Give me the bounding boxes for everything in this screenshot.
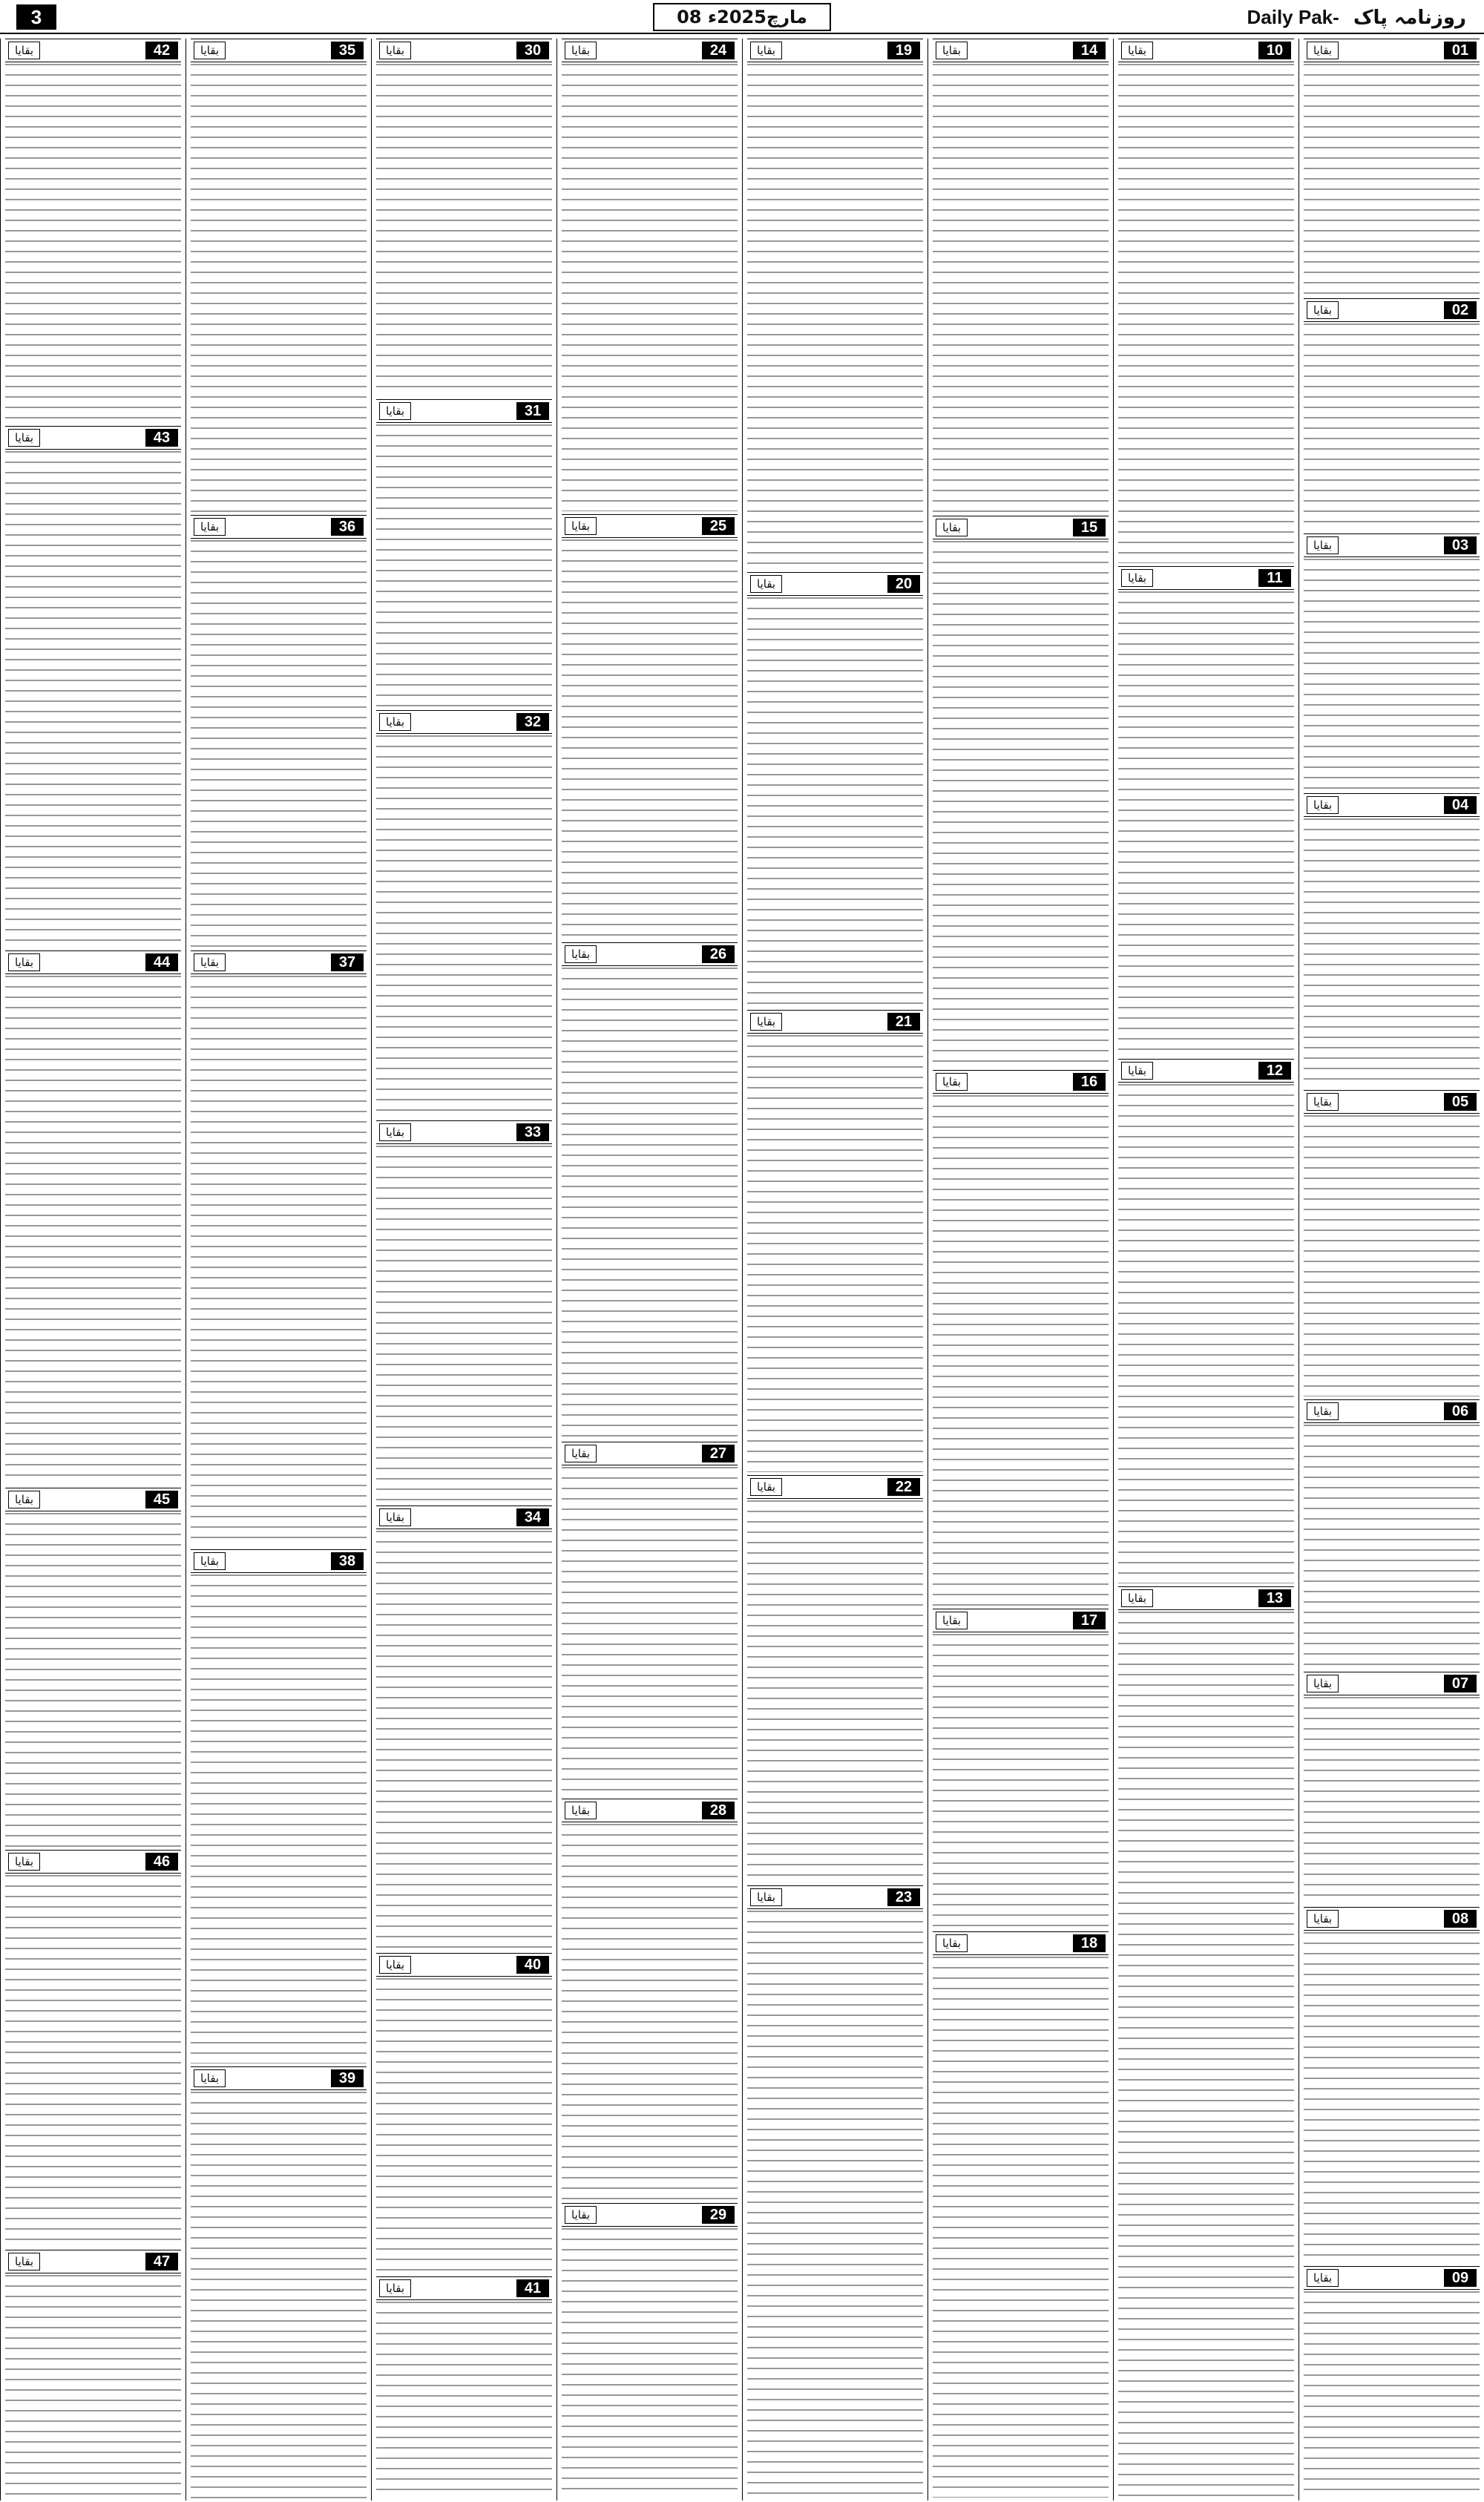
news-item-text-block [1118, 591, 1294, 1056]
news-item [743, 39, 928, 572]
news-item-header [376, 1953, 552, 1977]
news-item [928, 1931, 1113, 2501]
news-item-number: 06 [1444, 1402, 1477, 1420]
news-item-text-block [376, 1531, 552, 1950]
news-item-number: 01 [1444, 42, 1477, 59]
news-item-number: 22 [887, 1478, 920, 1496]
news-item-header [1304, 39, 1480, 62]
news-item-text-block [1118, 1084, 1294, 1583]
news-item-header [1304, 1399, 1480, 1423]
news-item [1, 950, 186, 1488]
news-item-text-block [191, 540, 367, 948]
continued-tag: بقایا [936, 1073, 968, 1091]
news-item-text-block [562, 1824, 738, 2200]
continued-tag: بقایا [750, 1888, 782, 1906]
news-item-text-block [1304, 324, 1480, 531]
news-item-text-block [191, 1575, 367, 2063]
news-item-header [747, 1885, 923, 1909]
news-item-text-block [1118, 64, 1294, 563]
continued-tag: بقایا [379, 2279, 411, 2297]
news-item-text-block [1304, 559, 1480, 790]
news-item-text-block [5, 1513, 181, 1847]
continued-tag: بقایا [936, 42, 968, 59]
continued-tag: بقایا [1307, 1675, 1339, 1692]
brand-urdu: روزنامہ پاک [1353, 7, 1466, 29]
news-item-text-block [747, 1911, 923, 2498]
news-item-text-block [191, 64, 367, 512]
continued-tag: بقایا [379, 1956, 411, 1974]
news-item-number: 09 [1444, 2269, 1477, 2287]
news-item-number: 03 [1444, 536, 1477, 554]
news-item [557, 2203, 742, 2501]
continued-tag: بقایا [1307, 1402, 1339, 1420]
news-item-text-block [376, 1146, 552, 1503]
news-item-number: 19 [887, 42, 920, 59]
news-item-text-block [1304, 1115, 1480, 1396]
news-item-header [1304, 533, 1480, 557]
news-item [1299, 2266, 1484, 2501]
news-item-header [562, 942, 738, 966]
news-item-header [933, 1931, 1109, 1955]
news-item-header [1304, 793, 1480, 817]
news-item-number: 21 [887, 1013, 920, 1031]
news-item-header [5, 426, 181, 450]
continued-tag: بقایا [1307, 1093, 1339, 1111]
continued-tag: بقایا [8, 1491, 40, 1508]
news-item-text-block [5, 976, 181, 1485]
continued-tag: بقایا [194, 1552, 226, 1570]
news-item [186, 950, 371, 1549]
news-item-text-block [1118, 1612, 1294, 2498]
news-item-text-block [562, 968, 738, 1439]
continued-tag: بقایا [1121, 42, 1153, 59]
news-item [1, 1850, 186, 2250]
continued-tag: بقایا [936, 1612, 968, 1629]
continued-tag: بقایا [1307, 301, 1339, 319]
continued-tag: بقایا [8, 953, 40, 971]
continued-tag: بقایا [8, 42, 40, 59]
news-item-number: 40 [516, 1956, 549, 1974]
news-item-header [1304, 298, 1480, 322]
news-item [557, 1799, 742, 2203]
news-item [743, 1475, 928, 1885]
news-item-number: 27 [702, 1445, 735, 1462]
news-item-text-block [747, 64, 923, 569]
news-item-text-block [5, 451, 181, 948]
news-item-header [376, 2276, 552, 2300]
news-item-text-block [747, 1035, 923, 1472]
news-item [928, 1609, 1113, 1931]
news-item-text-block [1304, 64, 1480, 295]
news-item-number: 05 [1444, 1093, 1477, 1111]
news-item [743, 1885, 928, 2501]
news-item-header [5, 39, 181, 62]
news-item-header [376, 710, 552, 734]
continued-tag: بقایا [1307, 1910, 1339, 1928]
news-item [1, 1488, 186, 1850]
news-item [1299, 533, 1484, 793]
news-item [1299, 1090, 1484, 1399]
news-item-number: 43 [145, 429, 178, 447]
continued-tag: بقایا [565, 945, 597, 963]
news-item-number: 26 [702, 945, 735, 963]
news-item [1114, 566, 1298, 1059]
news-item-number: 13 [1258, 1589, 1291, 1607]
news-item-text-block [5, 2275, 181, 2497]
news-item-number: 24 [702, 42, 735, 59]
news-item-number: 29 [702, 2206, 735, 2224]
news-item-header [562, 514, 738, 538]
news-item [743, 572, 928, 1010]
news-item-text-block [933, 64, 1109, 513]
continued-tag: بقایا [936, 1934, 968, 1952]
news-item-number: 38 [331, 1552, 364, 1570]
news-item-text-block [376, 424, 552, 707]
news-item-header [1304, 1672, 1480, 1695]
news-item-header [191, 1549, 367, 1573]
news-column [556, 39, 742, 2501]
news-item-number: 47 [145, 2253, 178, 2270]
news-grid [0, 39, 1484, 2501]
news-item-text-block [562, 539, 738, 939]
news-item-text-block [562, 64, 738, 511]
news-item-text-block [933, 541, 1109, 1067]
news-item-number: 39 [331, 2069, 364, 2087]
news-item [1114, 1586, 1298, 2501]
news-item-header [191, 515, 367, 539]
continued-tag: بقایا [379, 402, 411, 420]
news-item-number: 44 [145, 953, 178, 971]
news-item [1299, 793, 1484, 1090]
news-item-number: 31 [516, 402, 549, 420]
news-item [372, 1120, 556, 1506]
newspaper-brand [1247, 3, 1466, 31]
masthead [0, 0, 1484, 34]
news-column [186, 39, 371, 2501]
news-item-header [562, 1442, 738, 1465]
news-item-number: 08 [1444, 1910, 1477, 1928]
news-item-header [5, 950, 181, 974]
news-item [186, 1549, 371, 2066]
news-item [372, 710, 556, 1120]
brand-english: Daily Pak- [1247, 6, 1339, 28]
news-item [557, 1442, 742, 1799]
news-item [1299, 1907, 1484, 2266]
news-item-header [5, 2250, 181, 2273]
news-item [928, 1070, 1113, 1609]
news-item-number: 41 [516, 2279, 549, 2297]
continued-tag: بقایا [1307, 536, 1339, 554]
continued-tag: بقایا [194, 953, 226, 971]
news-item-header [747, 39, 923, 62]
news-item-header [1304, 1907, 1480, 1931]
news-item-number: 30 [516, 42, 549, 59]
news-item [1, 426, 186, 950]
continued-tag: بقایا [1307, 42, 1339, 59]
news-column [742, 39, 928, 2501]
news-item-number: 18 [1073, 1934, 1106, 1952]
news-item-header [1118, 566, 1294, 590]
news-item-text-block [933, 1634, 1109, 1928]
news-item [1114, 1059, 1298, 1586]
continued-tag: بقایا [565, 1802, 597, 1819]
continued-tag: بقایا [565, 1445, 597, 1462]
continued-tag: بقایا [936, 519, 968, 536]
continued-tag: بقایا [379, 42, 411, 59]
news-item-number: 46 [145, 1853, 178, 1871]
news-item-header [933, 1609, 1109, 1632]
news-item [1299, 39, 1484, 298]
continued-tag: بقایا [379, 713, 411, 731]
news-item-number: 20 [887, 575, 920, 593]
news-item [186, 39, 371, 515]
news-item-header [376, 39, 552, 62]
continued-tag: بقایا [1307, 796, 1339, 814]
continued-tag: بقایا [379, 1123, 411, 1141]
news-item-header [933, 1070, 1109, 1094]
news-item-text-block [933, 1957, 1109, 2498]
news-item-text-block [5, 64, 181, 423]
news-item [372, 1953, 556, 2276]
news-item-number: 28 [702, 1802, 735, 1819]
continued-tag: بقایا [565, 2206, 597, 2224]
news-item-number: 37 [331, 953, 364, 971]
news-item-text-block [376, 64, 552, 396]
news-column [0, 39, 186, 2501]
continued-tag: بقایا [1121, 1589, 1153, 1607]
news-item-number: 11 [1258, 569, 1291, 587]
news-item-header [747, 572, 923, 596]
continued-tag: بقایا [194, 518, 226, 536]
news-item-header [376, 399, 552, 423]
news-item-header [1118, 39, 1294, 62]
page-number: 3 [16, 4, 56, 30]
continued-tag: بقایا [1121, 569, 1153, 587]
news-item-number: 04 [1444, 796, 1477, 814]
news-item [1299, 1399, 1484, 1672]
news-item-header [191, 950, 367, 974]
news-item-number: 42 [145, 42, 178, 59]
continued-tag: بقایا [8, 1853, 40, 1871]
news-item-number: 15 [1073, 519, 1106, 536]
news-item [557, 942, 742, 1442]
news-item-header [1118, 1059, 1294, 1083]
news-item [557, 39, 742, 514]
news-item [1, 39, 186, 426]
news-item-header [933, 39, 1109, 62]
news-item [928, 516, 1113, 1070]
news-item [372, 39, 556, 399]
news-item-header [5, 1850, 181, 1874]
news-item-text-block [5, 1875, 181, 2247]
news-item-text-block [562, 1467, 738, 1796]
continued-tag: بقایا [750, 575, 782, 593]
news-item [372, 399, 556, 710]
news-item-text-block [376, 1978, 552, 2273]
news-item [1114, 39, 1298, 566]
news-item [186, 2066, 371, 2502]
news-item-text-block [747, 597, 923, 1007]
news-item-text-block [1304, 1697, 1480, 1904]
news-item-header [376, 1120, 552, 1144]
news-item [743, 1010, 928, 1475]
news-item-header [562, 39, 738, 62]
continued-tag: بقایا [1121, 1062, 1153, 1080]
news-item-number: 16 [1073, 1073, 1106, 1091]
news-item-text-block [747, 1500, 923, 1882]
news-item-number: 07 [1444, 1675, 1477, 1692]
news-item-header [191, 39, 367, 62]
news-item-number: 33 [516, 1123, 549, 1141]
news-column [1298, 39, 1484, 2501]
news-item-number: 25 [702, 517, 735, 535]
continued-tag: بقایا [750, 1013, 782, 1031]
news-item-number: 14 [1073, 42, 1106, 59]
news-item-number: 10 [1258, 42, 1291, 59]
news-item [1299, 1672, 1484, 1907]
news-item-text-block [933, 1095, 1109, 1606]
news-item-text-block [1304, 1425, 1480, 1669]
news-item-number: 36 [331, 518, 364, 536]
news-item-header [747, 1010, 923, 1034]
news-item-text-block [191, 2092, 367, 2499]
continued-tag: بقایا [1307, 2269, 1339, 2287]
news-item-number: 32 [516, 713, 549, 731]
news-item-number: 34 [516, 1508, 549, 1526]
news-item [372, 2276, 556, 2501]
continued-tag: بقایا [194, 2069, 226, 2087]
news-item-text-block [1304, 1932, 1480, 2263]
news-item-header [562, 1799, 738, 1822]
news-item-header [562, 2203, 738, 2227]
continued-tag: بقایا [565, 42, 597, 59]
news-item-header [1118, 1586, 1294, 1610]
news-item-number: 02 [1444, 301, 1477, 319]
continued-tag: بقایا [379, 1508, 411, 1526]
news-item-text-block [1304, 818, 1480, 1087]
news-column [928, 39, 1113, 2501]
news-item [557, 514, 742, 942]
news-item-number: 35 [331, 42, 364, 59]
news-item-number: 45 [145, 1491, 178, 1508]
continued-tag: بقایا [750, 42, 782, 59]
news-item [928, 39, 1113, 516]
continued-tag: بقایا [8, 2253, 40, 2270]
news-item [1, 2250, 186, 2500]
news-item-header [1304, 2266, 1480, 2290]
news-item [372, 1506, 556, 1953]
continued-tag: بقایا [750, 1478, 782, 1496]
news-item [186, 515, 371, 950]
news-item [1299, 298, 1484, 533]
continued-tag: بقایا [8, 429, 40, 447]
news-item-number: 23 [887, 1888, 920, 1906]
news-item-header [191, 2066, 367, 2090]
continued-tag: بقایا [565, 517, 597, 535]
news-item-text-block [562, 2228, 738, 2498]
issue-date: 08 مارچ2025ء [653, 3, 831, 31]
news-item-header [1304, 1090, 1480, 1114]
news-column [371, 39, 556, 2501]
news-item-number: 12 [1258, 1062, 1291, 1080]
news-item-header [376, 1506, 552, 1529]
news-item-text-block [191, 976, 367, 1546]
continued-tag: بقایا [194, 42, 226, 59]
news-column [1113, 39, 1298, 2501]
news-item-header [5, 1488, 181, 1511]
news-item-header [747, 1475, 923, 1499]
news-item-header [933, 516, 1109, 539]
news-item-number: 17 [1073, 1612, 1106, 1629]
news-item-text-block [1304, 2291, 1480, 2498]
news-item-text-block [376, 735, 552, 1117]
news-item-text-block [376, 2302, 552, 2498]
